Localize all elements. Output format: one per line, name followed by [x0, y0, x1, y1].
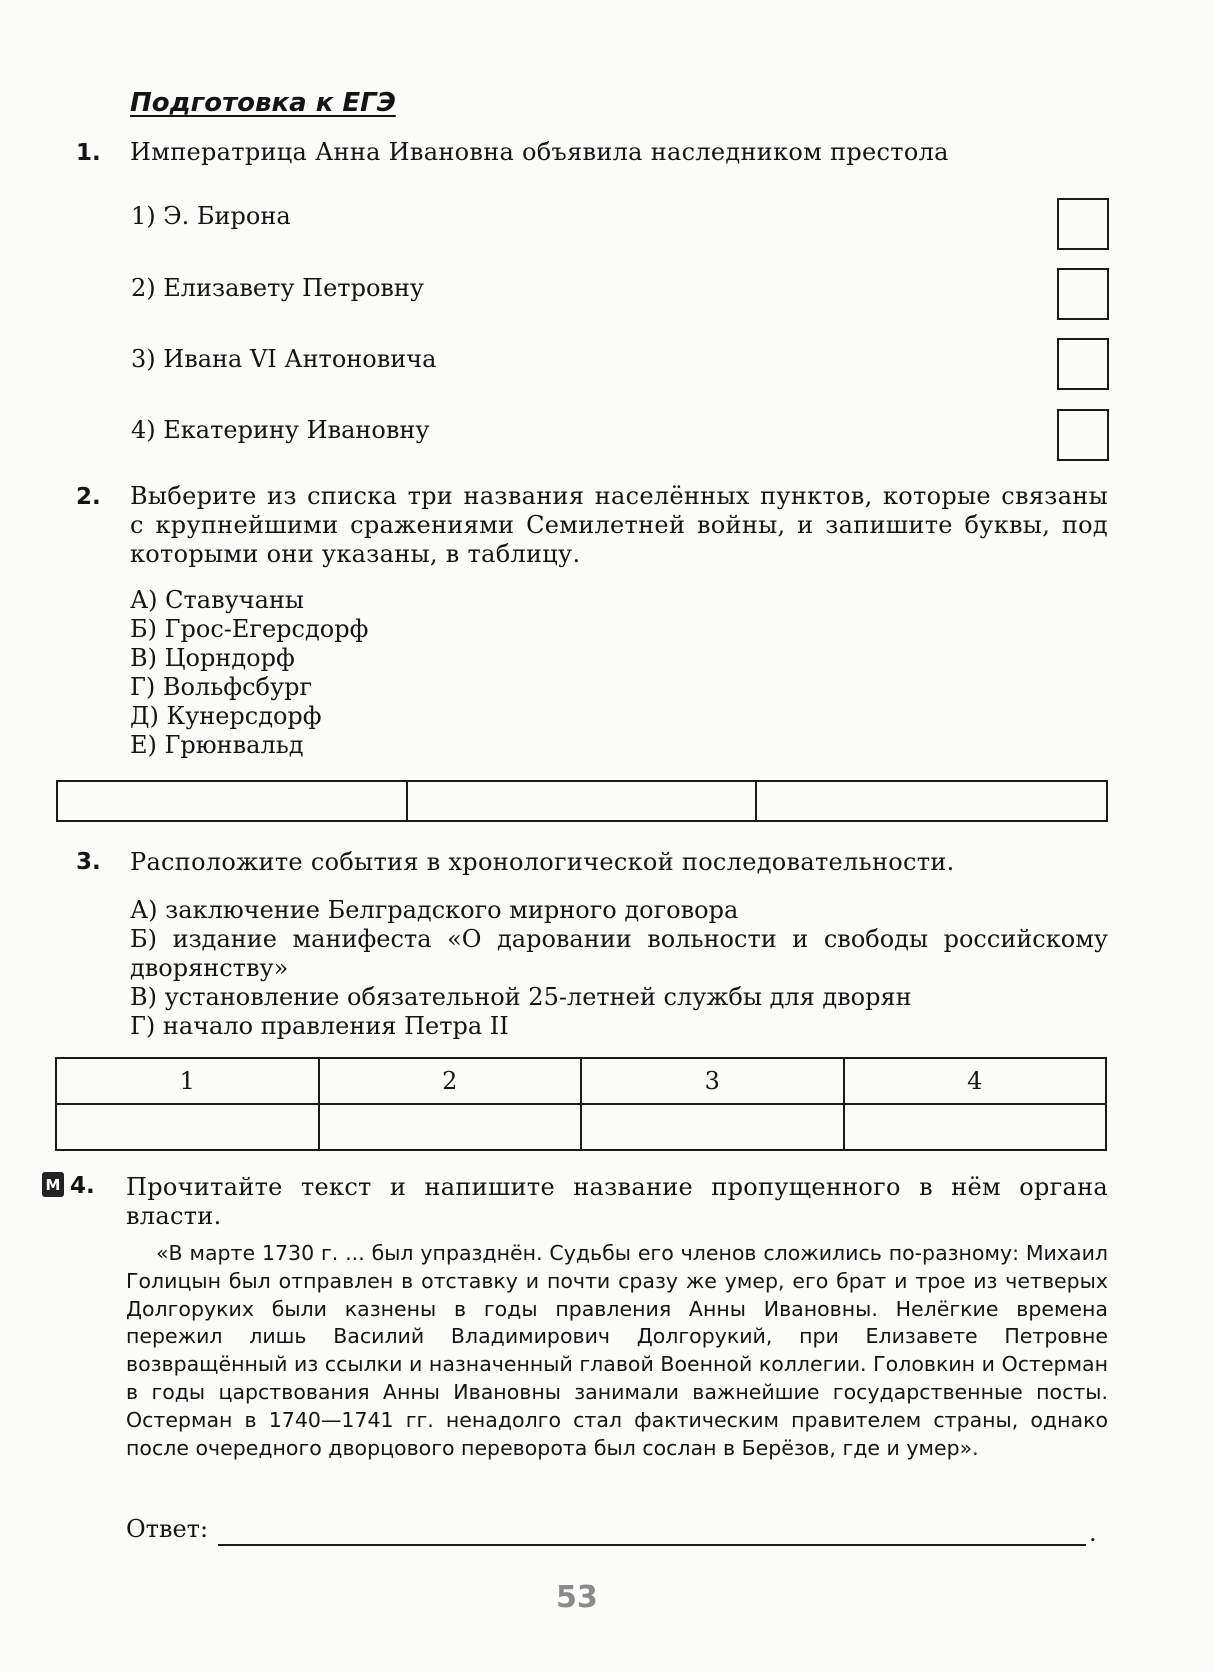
question-2-answer-table: [56, 780, 1108, 822]
question-3-column-header: 1: [56, 1058, 319, 1104]
question-1-checkbox-3[interactable]: [1057, 338, 1109, 390]
question-3-text: Расположите события в хронологической последовательности.: [130, 848, 955, 876]
question-1-text: Императрица Анна Ивановна объявила наследником престола: [130, 138, 949, 166]
question-3-option-g: Г) начало правления Петра II: [130, 1012, 509, 1040]
question-1-option-4: 4) Екатерину Ивановну: [131, 416, 430, 444]
question-2-number: 2.: [76, 484, 101, 510]
question-1-checkbox-2[interactable]: [1057, 268, 1109, 320]
question-4-passage: «В марте 1730 г. ... был упразднён. Судьбы его членов сложились по-разному: Михаил Голицын был отправлен в отставку и почти сразу же умер, его брат и трое из четверых Долгоруких были казнены в годы правления Анны Ивановны. Нелёгкие времена пережил лишь Василий Владимирович Долгорукий, при Елизавете Петровне возвращённый из ссылки и назначенный главой Военной коллегии. Головкин и Остерман в годы царствования Анны Ивановны занимали важнейшие государственные посты. Остерман в 1740—1741 гг. ненадолго стал фактическим правителем страны, однако после очередного дворцового переворота был сослан в Берёзов, где и умер».: [126, 1241, 1108, 1460]
question-3-option-v: В) установление обязательной 25-летней службы для дворян: [130, 983, 912, 1011]
question-2-answer-cell[interactable]: [407, 781, 757, 821]
question-4-number: 4.: [70, 1173, 95, 1199]
question-3-answer-cell[interactable]: [56, 1104, 319, 1150]
question-3-option-b: Б) издание манифеста «О даровании вольности и свободы российскому дворянству»: [130, 925, 1108, 982]
question-1-option-1: 1) Э. Бирона: [131, 202, 291, 230]
question-2-option-d: Д) Кунерсдорф: [130, 702, 322, 730]
question-1-number: 1.: [76, 140, 101, 166]
question-3-answer-cell[interactable]: [581, 1104, 844, 1150]
question-3-column-header: 4: [844, 1058, 1107, 1104]
question-1-checkbox-1[interactable]: [1057, 198, 1109, 250]
question-3-number: 3.: [76, 849, 101, 875]
question-3-answer-cell[interactable]: [844, 1104, 1107, 1150]
question-2-option-v: В) Цорндорф: [130, 644, 295, 672]
question-1-option-2: 2) Елизавету Петровну: [131, 274, 425, 302]
meta-subject-badge: М: [42, 1172, 64, 1197]
question-2-option-e: Е) Грюнвальд: [130, 731, 304, 759]
answer-end-period: .: [1089, 1519, 1097, 1547]
question-2-text: Выберите из списка три названия населённых пунктов, которые связаны с крупнейшими сражениями Семилетней войны, и запишите буквы, под которыми они указаны, в таблицу.: [130, 482, 1108, 568]
page-number: 53: [556, 1580, 598, 1615]
question-2-option-g: Г) Вольфсбург: [130, 673, 313, 701]
question-4-text: Прочитайте текст и напишите название пропущенного в нём органа власти.: [126, 1173, 1108, 1230]
section-heading: Подготовка к ЕГЭ: [130, 88, 396, 118]
question-3-option-a: А) заключение Белградского мирного договора: [130, 896, 739, 924]
question-2-option-b: Б) Грос-Егерсдорф: [130, 615, 369, 643]
question-1-checkbox-4[interactable]: [1057, 409, 1109, 461]
question-3-answer-table: [55, 1057, 1107, 1151]
question-3-column-header: 3: [581, 1058, 844, 1104]
question-1-option-3: 3) Ивана VI Антоновича: [131, 345, 437, 373]
question-2-answer-cell[interactable]: [57, 781, 407, 821]
question-3-column-header: 2: [319, 1058, 582, 1104]
question-2-answer-cell[interactable]: [756, 781, 1107, 821]
answer-input-line[interactable]: [218, 1520, 1086, 1546]
question-2-option-a: А) Ставучаны: [130, 586, 305, 614]
question-3-answer-cell[interactable]: [319, 1104, 582, 1150]
answer-label: Ответ:: [126, 1515, 209, 1543]
